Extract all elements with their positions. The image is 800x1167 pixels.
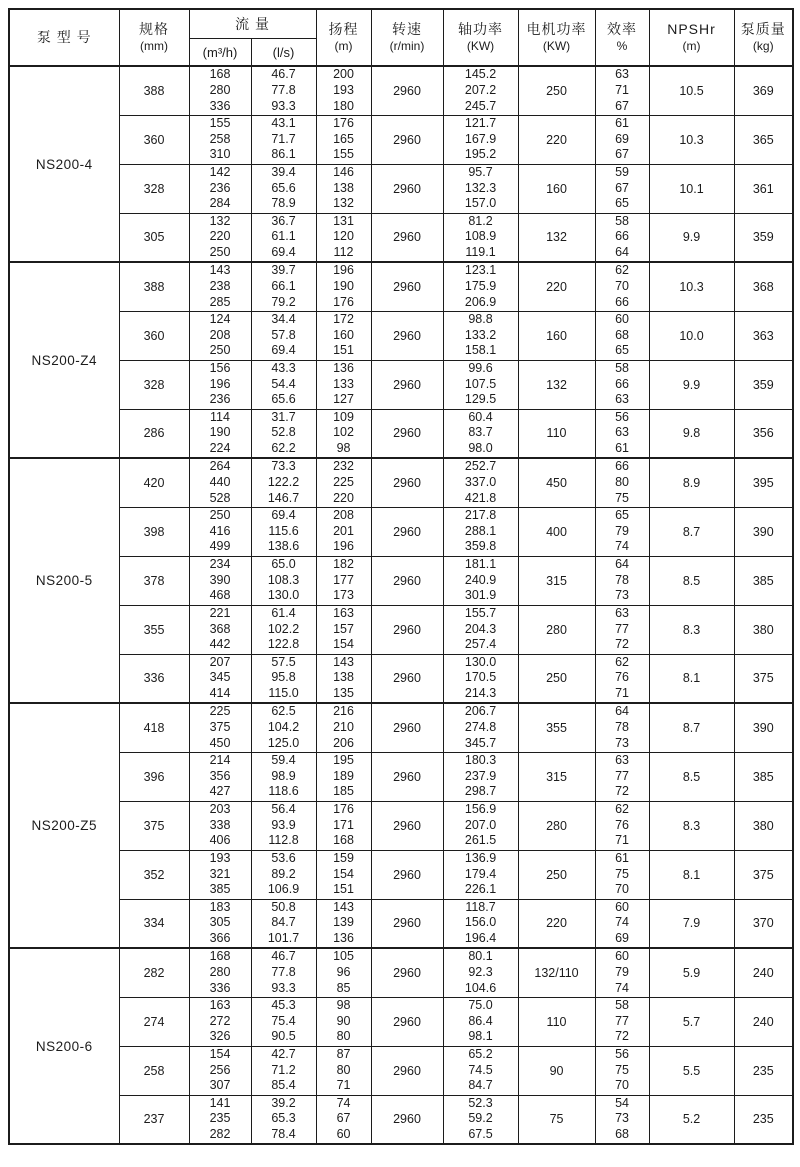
cell-pump-mass: 380: [734, 801, 793, 850]
spec-row: [9, 997, 793, 1046]
pump-model-label: NS200-5: [9, 458, 119, 703]
cell-head: 200 193 180: [316, 66, 371, 115]
cell-shaft-power: 80.1 92.3 104.6: [443, 948, 518, 997]
cell-flow-ls: 50.8 84.7 101.7: [251, 899, 316, 948]
cell-pump-mass: 368: [734, 262, 793, 311]
cell-motor-power: 160: [518, 311, 595, 360]
cell-flow-m3h: 163 272 326: [189, 997, 251, 1046]
cell-shaft-power: 98.8 133.2 158.1: [443, 311, 518, 360]
spec-row: [9, 899, 793, 948]
cell-shaft-power: 145.2 207.2 245.7: [443, 66, 518, 115]
cell-spec: 282: [119, 948, 189, 997]
spec-row: [9, 409, 793, 458]
cell-flow-ls: 62.5 104.2 125.0: [251, 703, 316, 752]
cell-head: 131 120 112: [316, 213, 371, 262]
cell-flow-m3h: 264 440 528: [189, 458, 251, 507]
spec-row: [9, 311, 793, 360]
cell-spec: 388: [119, 66, 189, 115]
spec-row: [9, 850, 793, 899]
cell-efficiency: 62 76 71: [595, 801, 649, 850]
cell-npshr: 5.9: [649, 948, 734, 997]
cell-shaft-power: 206.7 274.8 345.7: [443, 703, 518, 752]
cell-flow-ls: 61.4 102.2 122.8: [251, 605, 316, 654]
cell-speed: 2960: [371, 360, 443, 409]
cell-flow-m3h: 193 321 385: [189, 850, 251, 899]
cell-flow-m3h: 221 368 442: [189, 605, 251, 654]
cell-speed: 2960: [371, 66, 443, 115]
cell-head: 176 171 168: [316, 801, 371, 850]
cell-flow-ls: 53.6 89.2 106.9: [251, 850, 316, 899]
spec-row: [9, 164, 793, 213]
cell-speed: 2960: [371, 115, 443, 164]
cell-shaft-power: 136.9 179.4 226.1: [443, 850, 518, 899]
cell-motor-power: 250: [518, 654, 595, 703]
cell-pump-mass: 363: [734, 311, 793, 360]
cell-efficiency: 56 75 70: [595, 1046, 649, 1095]
cell-head: 196 190 176: [316, 262, 371, 311]
cell-motor-power: 110: [518, 997, 595, 1046]
cell-head: 146 138 132: [316, 164, 371, 213]
cell-flow-ls: 56.4 93.9 112.8: [251, 801, 316, 850]
cell-efficiency: 59 67 65: [595, 164, 649, 213]
cell-flow-m3h: 183 305 366: [189, 899, 251, 948]
cell-spec: 360: [119, 115, 189, 164]
cell-efficiency: 62 70 66: [595, 262, 649, 311]
cell-pump-mass: 365: [734, 115, 793, 164]
spec-row: [9, 703, 793, 752]
cell-pump-mass: 235: [734, 1046, 793, 1095]
table-body: [9, 66, 793, 1144]
cell-speed: 2960: [371, 997, 443, 1046]
cell-motor-power: 250: [518, 66, 595, 115]
cell-flow-m3h: 207 345 414: [189, 654, 251, 703]
cell-flow-ls: 39.2 65.3 78.4: [251, 1095, 316, 1144]
cell-npshr: 8.7: [649, 703, 734, 752]
cell-efficiency: 61 69 67: [595, 115, 649, 164]
cell-npshr: 8.7: [649, 507, 734, 556]
cell-efficiency: 54 73 68: [595, 1095, 649, 1144]
cell-head: 195 189 185: [316, 752, 371, 801]
spec-row: [9, 1095, 793, 1144]
cell-flow-ls: 65.0 108.3 130.0: [251, 556, 316, 605]
cell-motor-power: 400: [518, 507, 595, 556]
cell-flow-m3h: 234 390 468: [189, 556, 251, 605]
cell-pump-mass: 375: [734, 654, 793, 703]
spec-row: [9, 752, 793, 801]
cell-shaft-power: 156.9 207.0 261.5: [443, 801, 518, 850]
cell-efficiency: 60 74 69: [595, 899, 649, 948]
cell-flow-ls: 43.1 71.7 86.1: [251, 115, 316, 164]
cell-shaft-power: 60.4 83.7 98.0: [443, 409, 518, 458]
cell-efficiency: 56 63 61: [595, 409, 649, 458]
cell-flow-m3h: 225 375 450: [189, 703, 251, 752]
cell-motor-power: 132: [518, 213, 595, 262]
cell-npshr: 10.3: [649, 262, 734, 311]
header-efficiency: 效率 %: [595, 9, 649, 66]
cell-efficiency: 63 77 72: [595, 605, 649, 654]
cell-spec: 375: [119, 801, 189, 850]
cell-head: 216 210 206: [316, 703, 371, 752]
cell-motor-power: 75: [518, 1095, 595, 1144]
cell-head: 176 165 155: [316, 115, 371, 164]
cell-efficiency: 60 79 74: [595, 948, 649, 997]
cell-head: 159 154 151: [316, 850, 371, 899]
cell-pump-mass: 380: [734, 605, 793, 654]
cell-motor-power: 220: [518, 262, 595, 311]
spec-row: [9, 507, 793, 556]
cell-npshr: 5.7: [649, 997, 734, 1046]
cell-npshr: 10.0: [649, 311, 734, 360]
cell-efficiency: 60 68 65: [595, 311, 649, 360]
cell-pump-mass: 359: [734, 360, 793, 409]
cell-pump-mass: 390: [734, 703, 793, 752]
header-flow-ls: (l/s): [251, 39, 316, 67]
spec-row: [9, 605, 793, 654]
cell-npshr: 10.1: [649, 164, 734, 213]
table-header: [9, 9, 793, 66]
cell-pump-mass: 385: [734, 752, 793, 801]
cell-flow-ls: 42.7 71.2 85.4: [251, 1046, 316, 1095]
cell-head: 182 177 173: [316, 556, 371, 605]
cell-npshr: 8.9: [649, 458, 734, 507]
cell-flow-m3h: 168 280 336: [189, 948, 251, 997]
cell-speed: 2960: [371, 164, 443, 213]
cell-speed: 2960: [371, 409, 443, 458]
cell-flow-ls: 69.4 115.6 138.6: [251, 507, 316, 556]
cell-flow-ls: 46.7 77.8 93.3: [251, 948, 316, 997]
cell-npshr: 5.5: [649, 1046, 734, 1095]
cell-flow-m3h: 141 235 282: [189, 1095, 251, 1144]
cell-speed: 2960: [371, 507, 443, 556]
cell-spec: 352: [119, 850, 189, 899]
cell-flow-m3h: 142 236 284: [189, 164, 251, 213]
cell-spec: 334: [119, 899, 189, 948]
cell-efficiency: 62 76 71: [595, 654, 649, 703]
cell-motor-power: 315: [518, 752, 595, 801]
cell-flow-ls: 73.3 122.2 146.7: [251, 458, 316, 507]
cell-motor-power: 450: [518, 458, 595, 507]
cell-flow-m3h: 124 208 250: [189, 311, 251, 360]
header-npshr: NPSHr (m): [649, 9, 734, 66]
header-head: 扬程 (m): [316, 9, 371, 66]
cell-motor-power: 220: [518, 115, 595, 164]
cell-speed: 2960: [371, 948, 443, 997]
cell-pump-mass: 375: [734, 850, 793, 899]
cell-pump-mass: 356: [734, 409, 793, 458]
cell-head: 74 67 60: [316, 1095, 371, 1144]
cell-motor-power: 132: [518, 360, 595, 409]
header-flow-m3h: (m³/h): [189, 39, 251, 67]
cell-efficiency: 63 77 72: [595, 752, 649, 801]
cell-pump-mass: 390: [734, 507, 793, 556]
cell-flow-m3h: 154 256 307: [189, 1046, 251, 1095]
cell-shaft-power: 52.3 59.2 67.5: [443, 1095, 518, 1144]
cell-head: 105 96 85: [316, 948, 371, 997]
cell-motor-power: 280: [518, 801, 595, 850]
cell-npshr: 8.5: [649, 556, 734, 605]
cell-shaft-power: 252.7 337.0 421.8: [443, 458, 518, 507]
cell-flow-m3h: 155 258 310: [189, 115, 251, 164]
cell-shaft-power: 123.1 175.9 206.9: [443, 262, 518, 311]
cell-motor-power: 355: [518, 703, 595, 752]
spec-row: [9, 458, 793, 507]
spec-row: [9, 948, 793, 997]
cell-flow-m3h: 156 196 236: [189, 360, 251, 409]
spec-row: [9, 360, 793, 409]
cell-shaft-power: 118.7 156.0 196.4: [443, 899, 518, 948]
cell-speed: 2960: [371, 1095, 443, 1144]
cell-spec: 258: [119, 1046, 189, 1095]
cell-efficiency: 63 71 67: [595, 66, 649, 115]
cell-pump-mass: 240: [734, 997, 793, 1046]
cell-motor-power: 110: [518, 409, 595, 458]
cell-speed: 2960: [371, 801, 443, 850]
header-spec: 规格 (mm): [119, 9, 189, 66]
cell-shaft-power: 121.7 167.9 195.2: [443, 115, 518, 164]
cell-head: 136 133 127: [316, 360, 371, 409]
cell-efficiency: 61 75 70: [595, 850, 649, 899]
cell-efficiency: 66 80 75: [595, 458, 649, 507]
spec-row: [9, 556, 793, 605]
cell-speed: 2960: [371, 752, 443, 801]
cell-head: 143 139 136: [316, 899, 371, 948]
cell-speed: 2960: [371, 654, 443, 703]
cell-speed: 2960: [371, 1046, 443, 1095]
cell-npshr: 10.3: [649, 115, 734, 164]
cell-efficiency: 58 77 72: [595, 997, 649, 1046]
spec-row: [9, 262, 793, 311]
cell-speed: 2960: [371, 850, 443, 899]
cell-head: 109 102 98: [316, 409, 371, 458]
cell-spec: 328: [119, 360, 189, 409]
cell-motor-power: 132/110: [518, 948, 595, 997]
cell-efficiency: 58 66 63: [595, 360, 649, 409]
cell-motor-power: 160: [518, 164, 595, 213]
cell-motor-power: 250: [518, 850, 595, 899]
spec-row: [9, 801, 793, 850]
cell-speed: 2960: [371, 703, 443, 752]
cell-shaft-power: 181.1 240.9 301.9: [443, 556, 518, 605]
pump-model-label: NS200-Z5: [9, 703, 119, 948]
cell-flow-m3h: 214 356 427: [189, 752, 251, 801]
cell-shaft-power: 155.7 204.3 257.4: [443, 605, 518, 654]
header-motor-power: 电机功率 (KW): [518, 9, 595, 66]
cell-shaft-power: 75.0 86.4 98.1: [443, 997, 518, 1046]
cell-speed: 2960: [371, 458, 443, 507]
cell-pump-mass: 369: [734, 66, 793, 115]
cell-npshr: 9.9: [649, 360, 734, 409]
cell-efficiency: 64 78 73: [595, 703, 649, 752]
cell-shaft-power: 180.3 237.9 298.7: [443, 752, 518, 801]
cell-motor-power: 220: [518, 899, 595, 948]
cell-spec: 388: [119, 262, 189, 311]
cell-motor-power: 90: [518, 1046, 595, 1095]
pump-model-label: NS200-Z4: [9, 262, 119, 458]
cell-pump-mass: 235: [734, 1095, 793, 1144]
cell-spec: 336: [119, 654, 189, 703]
cell-spec: 396: [119, 752, 189, 801]
cell-npshr: 9.8: [649, 409, 734, 458]
cell-spec: 305: [119, 213, 189, 262]
cell-speed: 2960: [371, 311, 443, 360]
cell-npshr: 7.9: [649, 899, 734, 948]
cell-flow-m3h: 143 238 285: [189, 262, 251, 311]
cell-pump-mass: 359: [734, 213, 793, 262]
header-speed: 转速 (r/min): [371, 9, 443, 66]
cell-flow-ls: 34.4 57.8 69.4: [251, 311, 316, 360]
cell-npshr: 5.2: [649, 1095, 734, 1144]
cell-flow-m3h: 250 416 499: [189, 507, 251, 556]
cell-flow-ls: 31.7 52.8 62.2: [251, 409, 316, 458]
cell-shaft-power: 99.6 107.5 129.5: [443, 360, 518, 409]
cell-flow-ls: 43.3 54.4 65.6: [251, 360, 316, 409]
cell-motor-power: 280: [518, 605, 595, 654]
cell-flow-ls: 45.3 75.4 90.5: [251, 997, 316, 1046]
cell-spec: 398: [119, 507, 189, 556]
cell-shaft-power: 95.7 132.3 157.0: [443, 164, 518, 213]
cell-spec: 355: [119, 605, 189, 654]
cell-speed: 2960: [371, 262, 443, 311]
cell-efficiency: 65 79 74: [595, 507, 649, 556]
pump-spec-table: [8, 8, 794, 1145]
cell-efficiency: 58 66 64: [595, 213, 649, 262]
cell-flow-ls: 39.4 65.6 78.9: [251, 164, 316, 213]
cell-flow-m3h: 114 190 224: [189, 409, 251, 458]
cell-spec: 418: [119, 703, 189, 752]
cell-speed: 2960: [371, 213, 443, 262]
spec-row: [9, 115, 793, 164]
spec-row: [9, 654, 793, 703]
header-flow: 流 量: [189, 9, 316, 39]
cell-spec: 286: [119, 409, 189, 458]
cell-flow-ls: 39.7 66.1 79.2: [251, 262, 316, 311]
cell-pump-mass: 395: [734, 458, 793, 507]
cell-spec: 378: [119, 556, 189, 605]
cell-pump-mass: 361: [734, 164, 793, 213]
pump-model-label: NS200-4: [9, 66, 119, 262]
cell-speed: 2960: [371, 899, 443, 948]
cell-flow-ls: 46.7 77.8 93.3: [251, 66, 316, 115]
cell-spec: 328: [119, 164, 189, 213]
cell-head: 163 157 154: [316, 605, 371, 654]
cell-head: 208 201 196: [316, 507, 371, 556]
cell-npshr: 9.9: [649, 213, 734, 262]
cell-npshr: 10.5: [649, 66, 734, 115]
cell-spec: 420: [119, 458, 189, 507]
cell-head: 98 90 80: [316, 997, 371, 1046]
cell-flow-ls: 57.5 95.8 115.0: [251, 654, 316, 703]
spec-row: [9, 66, 793, 115]
cell-shaft-power: 65.2 74.5 84.7: [443, 1046, 518, 1095]
cell-pump-mass: 240: [734, 948, 793, 997]
cell-spec: 237: [119, 1095, 189, 1144]
cell-npshr: 8.3: [649, 605, 734, 654]
spec-row: [9, 213, 793, 262]
header-shaft-power: 轴功率 (KW): [443, 9, 518, 66]
cell-flow-m3h: 203 338 406: [189, 801, 251, 850]
cell-npshr: 8.3: [649, 801, 734, 850]
cell-head: 87 80 71: [316, 1046, 371, 1095]
cell-flow-m3h: 132 220 250: [189, 213, 251, 262]
cell-speed: 2960: [371, 605, 443, 654]
cell-efficiency: 64 78 73: [595, 556, 649, 605]
cell-speed: 2960: [371, 556, 443, 605]
cell-flow-ls: 59.4 98.9 118.6: [251, 752, 316, 801]
cell-pump-mass: 385: [734, 556, 793, 605]
header-pump-mass: 泵质量 (kg): [734, 9, 793, 66]
header-pump-model: 泵 型 号: [9, 9, 119, 66]
cell-pump-mass: 370: [734, 899, 793, 948]
cell-npshr: 8.1: [649, 850, 734, 899]
spec-row: [9, 1046, 793, 1095]
cell-head: 172 160 151: [316, 311, 371, 360]
cell-motor-power: 315: [518, 556, 595, 605]
cell-shaft-power: 217.8 288.1 359.8: [443, 507, 518, 556]
cell-spec: 360: [119, 311, 189, 360]
cell-shaft-power: 81.2 108.9 119.1: [443, 213, 518, 262]
cell-head: 143 138 135: [316, 654, 371, 703]
cell-head: 232 225 220: [316, 458, 371, 507]
cell-shaft-power: 130.0 170.5 214.3: [443, 654, 518, 703]
cell-flow-ls: 36.7 61.1 69.4: [251, 213, 316, 262]
cell-npshr: 8.1: [649, 654, 734, 703]
pump-model-label: NS200-6: [9, 948, 119, 1144]
cell-npshr: 8.5: [649, 752, 734, 801]
cell-flow-m3h: 168 280 336: [189, 66, 251, 115]
cell-spec: 274: [119, 997, 189, 1046]
